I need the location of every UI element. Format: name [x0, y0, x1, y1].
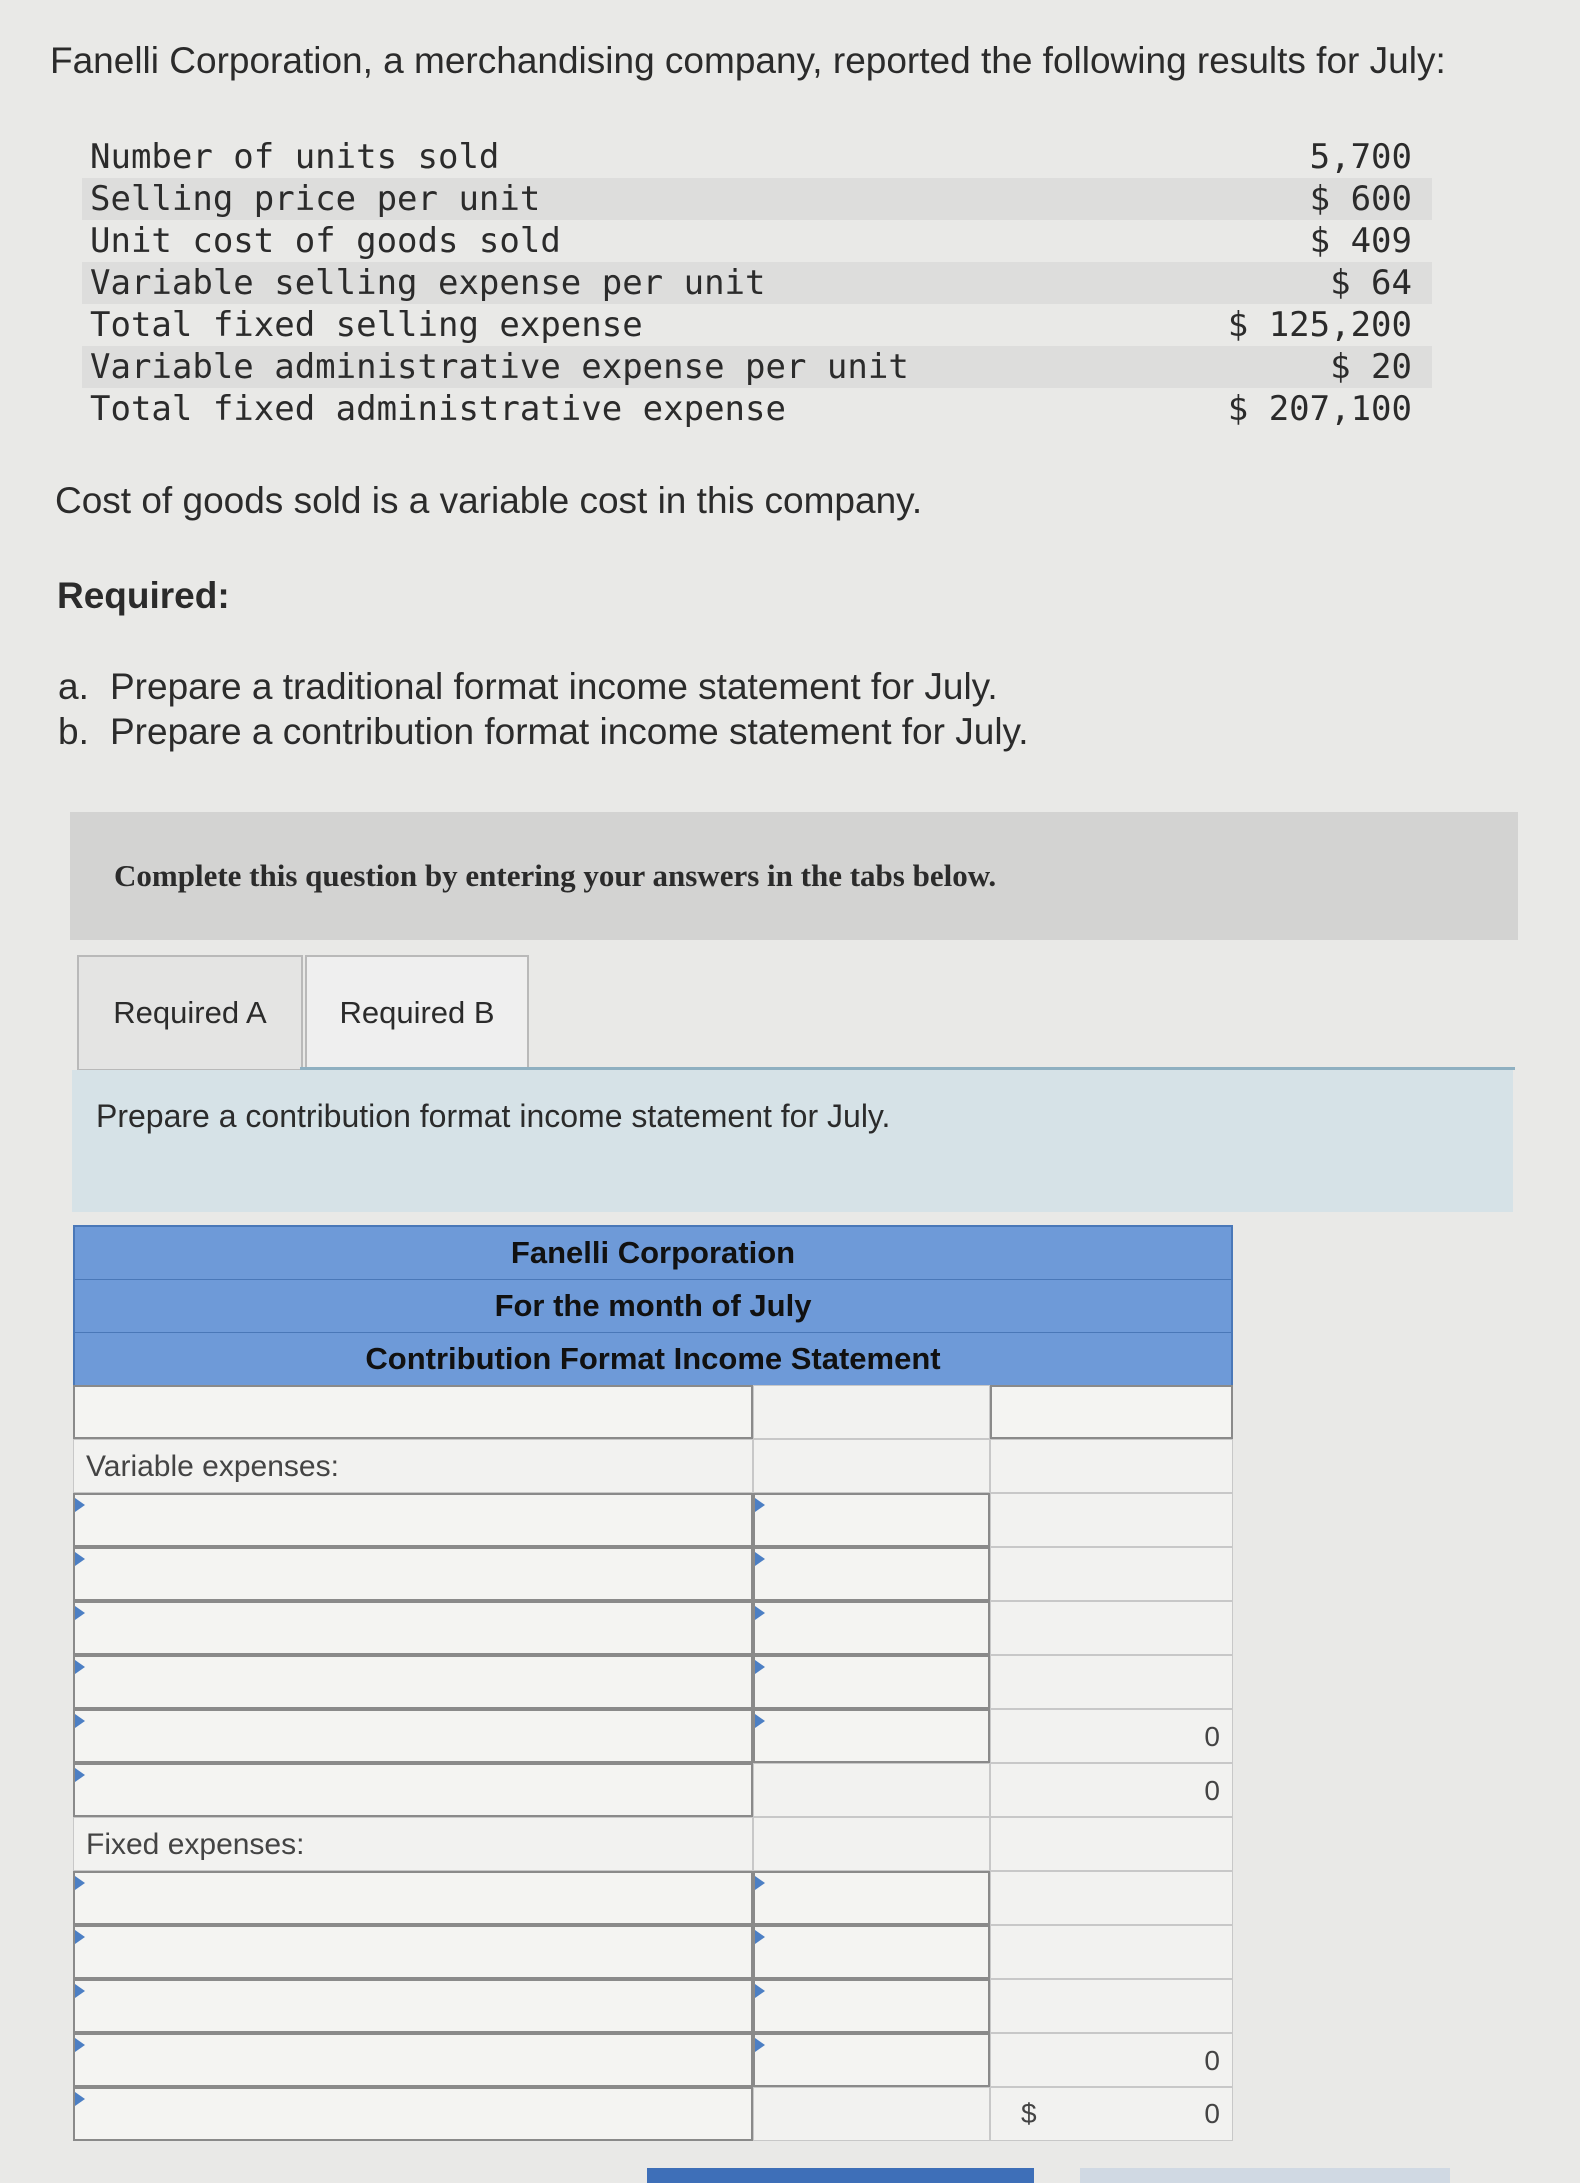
dropdown-marker-icon: [75, 1498, 85, 1512]
fixed-expense-amount-input[interactable]: [753, 1925, 990, 1979]
empty-cell: [990, 1979, 1233, 2033]
data-row: [82, 388, 1432, 430]
fixed-expense-label-input[interactable]: [73, 1925, 753, 1979]
data-row: [82, 304, 1432, 346]
dropdown-marker-icon: [75, 1714, 85, 1728]
fixed-expense-label-input[interactable]: [73, 1871, 753, 1925]
data-label: Number of units sold: [90, 137, 500, 177]
table-row: [73, 1547, 1233, 1601]
dropdown-marker-icon: [755, 2038, 765, 2052]
table-row: [73, 1493, 1233, 1547]
tab-instruction-panel: [72, 1070, 1513, 1212]
problem-intro: Fanelli Corporation, a merchandising company, reported the following results for July:: [50, 40, 1446, 81]
empty-cell: [990, 1493, 1233, 1547]
data-row: [82, 262, 1432, 304]
income-statement-form: [73, 1225, 1233, 2141]
cost-note: Cost of goods sold is a variable cost in this company.: [55, 480, 923, 521]
data-label: Variable administrative expense per unit: [90, 347, 909, 387]
dropdown-marker-icon: [75, 1768, 85, 1782]
statement-title: Contribution Format Income Statement: [73, 1332, 1233, 1385]
empty-cell: [990, 1439, 1233, 1493]
contribution-margin-value: 0: [990, 1763, 1233, 1817]
dropdown-marker-icon: [755, 1498, 765, 1512]
data-value: $ 600: [1309, 179, 1412, 219]
dropdown-marker-icon: [75, 1876, 85, 1890]
table-row: [73, 2033, 1233, 2087]
table-row: [73, 1925, 1233, 1979]
empty-cell: [753, 1817, 990, 1871]
sales-label-input[interactable]: [73, 1385, 753, 1439]
table-row: [73, 1979, 1233, 2033]
data-label: Unit cost of goods sold: [90, 221, 561, 261]
data-row: [82, 346, 1432, 388]
data-row: [82, 220, 1432, 262]
data-value: $ 409: [1309, 221, 1412, 261]
fixed-total-value: 0: [990, 2033, 1233, 2087]
fixed-expense-label-input[interactable]: [73, 1979, 753, 2033]
requirement-letter: b.: [58, 711, 89, 752]
empty-cell: [753, 1385, 990, 1439]
empty-cell: [753, 2087, 990, 2141]
empty-input[interactable]: [753, 2033, 990, 2087]
table-row: [73, 1871, 1233, 1925]
table-row: [73, 1385, 1233, 1439]
dropdown-marker-icon: [755, 1930, 765, 1944]
requirement-letter: a.: [58, 666, 89, 707]
empty-cell: [753, 1439, 990, 1493]
prev-button[interactable]: [647, 2168, 1034, 2183]
variable-expense-amount-input[interactable]: [753, 1655, 990, 1709]
table-row: [73, 1709, 1233, 1763]
requirement-text: Prepare a contribution format income statement for July.: [110, 711, 1029, 752]
total-variable-label-input[interactable]: [73, 1709, 753, 1763]
empty-input[interactable]: [753, 1709, 990, 1763]
data-row: [82, 178, 1432, 220]
data-label: Selling price per unit: [90, 179, 541, 219]
dropdown-marker-icon: [75, 2092, 85, 2106]
instructions-banner: [70, 812, 1518, 940]
data-label: Total fixed selling expense: [90, 305, 643, 345]
dropdown-marker-icon: [755, 1660, 765, 1674]
tab-required-a[interactable]: Required A: [77, 955, 303, 1071]
variable-expense-amount-input[interactable]: [753, 1601, 990, 1655]
empty-cell: [990, 1601, 1233, 1655]
data-row: [82, 136, 1432, 178]
contribution-margin-label-input[interactable]: [73, 1763, 753, 1817]
variable-expenses-label: Variable expenses:: [73, 1439, 753, 1493]
requirements-list: [58, 664, 1029, 754]
empty-cell: [753, 1763, 990, 1817]
empty-cell: [990, 1655, 1233, 1709]
empty-cell: [990, 1871, 1233, 1925]
dropdown-marker-icon: [755, 1714, 765, 1728]
empty-cell: [990, 1817, 1233, 1871]
table-row: [73, 2087, 1233, 2141]
dropdown-marker-icon: [755, 1876, 765, 1890]
sales-amount-input[interactable]: [990, 1385, 1233, 1439]
dropdown-marker-icon: [755, 1552, 765, 1566]
total-fixed-label-input[interactable]: [73, 2033, 753, 2087]
empty-cell: [990, 1547, 1233, 1601]
tab-instruction: Prepare a contribution format income statement for July.: [96, 1098, 891, 1134]
tab-required-b[interactable]: Required B: [305, 955, 529, 1071]
table-row: [73, 1763, 1233, 1817]
dropdown-marker-icon: [75, 1660, 85, 1674]
table-row: [73, 1817, 1233, 1871]
empty-cell: [990, 1925, 1233, 1979]
data-label: Total fixed administrative expense: [90, 389, 786, 429]
table-row: [73, 1655, 1233, 1709]
variable-expense-label-input[interactable]: [73, 1547, 753, 1601]
net-income-amount: 0: [1204, 2098, 1220, 2129]
data-value: 5,700: [1309, 137, 1412, 177]
data-value: $ 64: [1330, 263, 1412, 303]
net-operating-income-value: [990, 2087, 1233, 2141]
statement-company: Fanelli Corporation: [73, 1225, 1233, 1279]
required-heading: Required:: [57, 575, 230, 616]
variable-expense-amount-input[interactable]: [753, 1547, 990, 1601]
variable-expense-amount-input[interactable]: [753, 1493, 990, 1547]
table-row: [73, 1439, 1233, 1493]
dropdown-marker-icon: [75, 1930, 85, 1944]
data-value: $ 207,100: [1227, 389, 1412, 429]
table-row: [73, 1601, 1233, 1655]
given-data-table: [82, 136, 1432, 430]
data-value: $ 125,200: [1227, 305, 1412, 345]
next-button[interactable]: [1080, 2168, 1450, 2183]
variable-total-value: 0: [990, 1709, 1233, 1763]
dropdown-marker-icon: [755, 1606, 765, 1620]
requirement-text: Prepare a traditional format income statement for July.: [110, 666, 998, 707]
variable-expense-label-input[interactable]: [73, 1601, 753, 1655]
variable-expense-label-input[interactable]: [73, 1493, 753, 1547]
dropdown-marker-icon: [75, 2038, 85, 2052]
statement-period: For the month of July: [73, 1279, 1233, 1332]
requirement-item: [58, 709, 1029, 754]
fixed-expenses-label: Fixed expenses:: [73, 1817, 753, 1871]
data-label: Variable selling expense per unit: [90, 263, 766, 303]
requirement-item: [58, 664, 1029, 709]
fixed-expense-amount-input[interactable]: [753, 1871, 990, 1925]
variable-expense-label-input[interactable]: [73, 1655, 753, 1709]
net-operating-income-label-input[interactable]: [73, 2087, 753, 2141]
data-value: $ 20: [1330, 347, 1412, 387]
dropdown-marker-icon: [75, 1552, 85, 1566]
dropdown-marker-icon: [755, 1984, 765, 1998]
banner-text: Complete this question by entering your answers in the tabs below.: [114, 858, 997, 893]
fixed-expense-amount-input[interactable]: [753, 1979, 990, 2033]
currency-symbol: $: [1021, 2098, 1037, 2129]
dropdown-marker-icon: [75, 1606, 85, 1620]
dropdown-marker-icon: [75, 1984, 85, 1998]
